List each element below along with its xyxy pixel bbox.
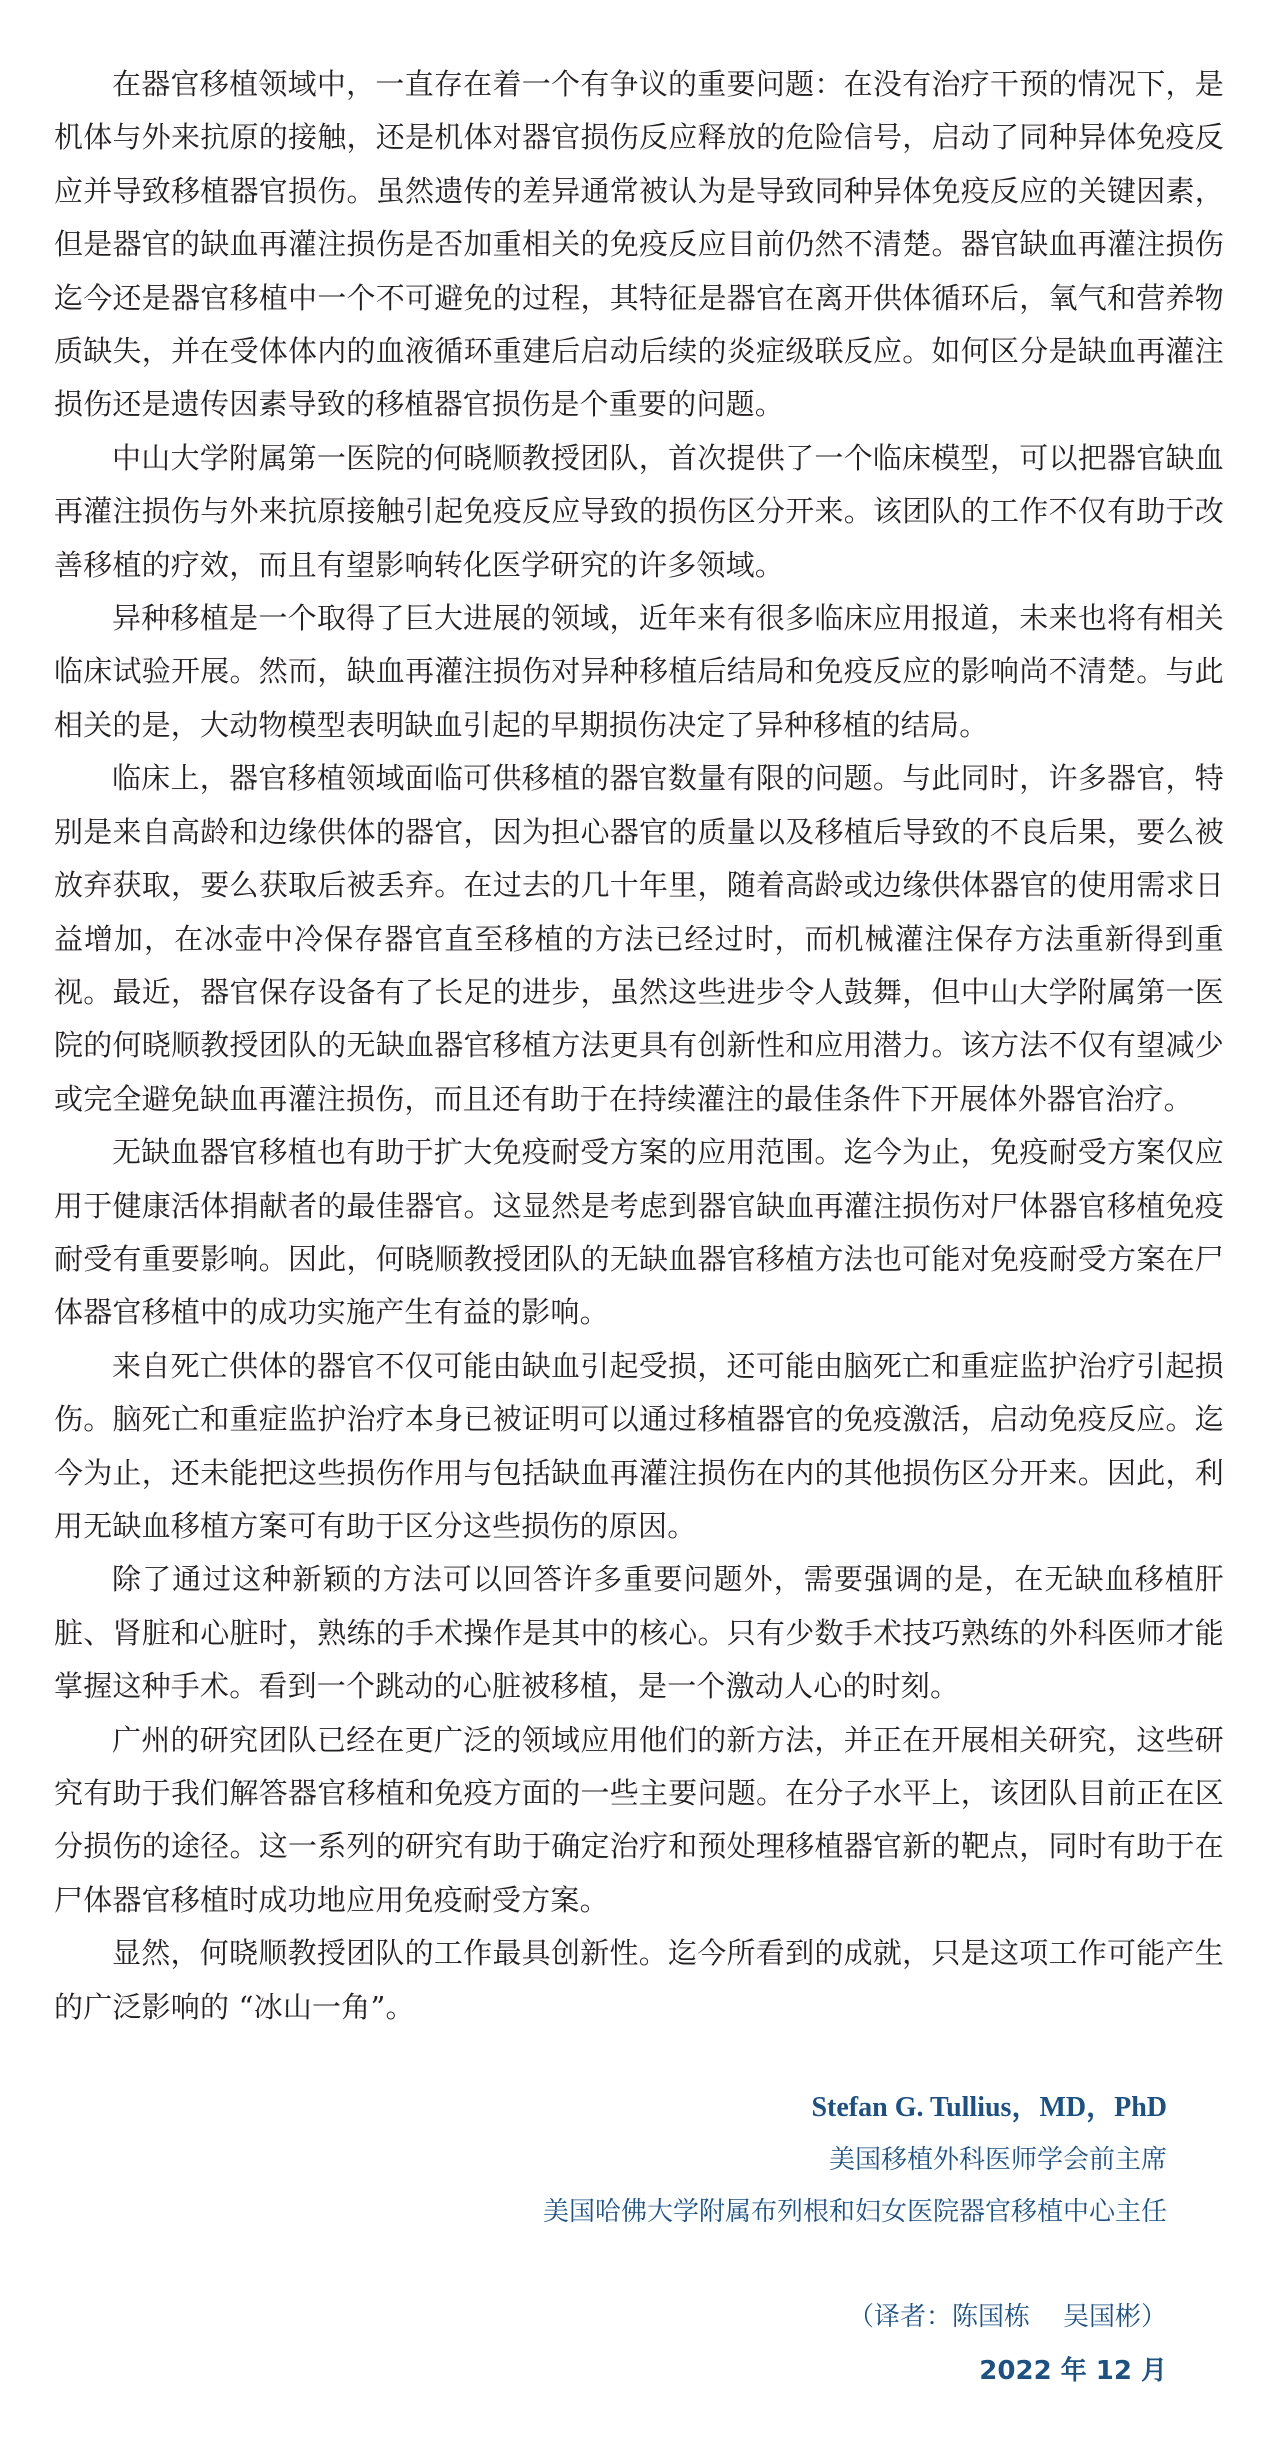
paragraph-1: 在器官移植领域中，一直存在着一个有争议的重要问题：在没有治疗干预的情况下，是机体与外来抗原的接触，还是机体对器官损伤反应释放的危险信号，启动了同种异体免疫反应并导致移植器官损伤。虽然遗传的差异通常被认为是导致同种异体免疫反应的关键因素，但是器官的缺血再灌注损伤是否加重相关的免疫反应目前仍然不清楚。器官缺血再灌注损伤迄今还是器官移植中一个不可避免的过程，其特征是器官在离开供体循环后，氧气和营养物质缺失，并在受体体内的血液循环重建后启动后续的炎症级联反应。如何区分是缺血再灌注损伤还是遗传因素导致的移植器官损伤是个重要的问题。 (54, 67, 1224, 422)
paragraph-2: 中山大学附属第一医院的何晓顺教授团队，首次提供了一个临床模型，可以把器官缺血再灌注损伤与外来抗原接触引起免疫反应导致的损伤区分开来。该团队的工作不仅有助于改善移植的疗效，而且有望影响转化医学研究的许多领域。 (54, 440, 1224, 582)
author-title-1: 美国移植外科医师学会前主席 (828, 2145, 1167, 2175)
author-name: Stefan G. Tullius，MD，PhD (811, 2092, 1167, 2123)
author-signature (543, 2082, 1167, 2238)
author-title-2: 美国哈佛大学附属布列根和妇女医院器官移植中心主任 (542, 2197, 1167, 2227)
paragraph-4: 临床上，器官移植领域面临可供移植的器官数量有限的问题。与此同时，许多器官，特别是来自高龄和边缘供体的器官，因为担心器官的质量以及移植后导致的不良后果，要么被放弃获取，要么获取后被丢弃。在过去的几十年里，随着高龄或边缘供体器官的使用需求日益增加，在冰壶中冷保存器官直至移植的方法已经过时，而机械灌注保存方法重新得到重视。最近，器官保存设备有了长足的进步，虽然这些进步令人鼓舞，但中山大学附属第一医院的何晓顺教授团队的无缺血器官移植方法更具有创新性和应用潜力。该方法不仅有望减少或完全避免缺血再灌注损伤，而且还有助于在持续灌注的最佳条件下开展体外器官治疗。 (54, 761, 1224, 1116)
article-body (54, 58, 1224, 2034)
date: 2022 年 12 月 (979, 2356, 1167, 2386)
paragraph-9: 显然，何晓顺教授团队的工作最具创新性。迄今所看到的成就，只是这项工作可能产生的广泛影响的 “冰山一角”。 (54, 1936, 1224, 2024)
paragraph-7: 除了通过这种新颖的方法可以回答许多重要问题外，需要强调的是，在无缺血移植肝脏、肾脏和心脏时，熟练的手术操作是其中的核心。只有少数手术技巧熟练的外科医师才能掌握这种手术。看到一个跳动的心脏被移植，是一个激动人心的时刻。 (54, 1562, 1224, 1704)
paragraph-5: 无缺血器官移植也有助于扩大免疫耐受方案的应用范围。迄今为止，免疫耐受方案仅应用于健康活体捐献者的最佳器官。这显然是考虑到器官缺血再灌注损伤对尸体器官移植免疫耐受有重要影响。因此，何晓顺教授团队的无缺血器官移植方法也可能对免疫耐受方案在尸体器官移植中的成功实施产生有益的影响。 (54, 1135, 1224, 1330)
translation-note (848, 2290, 1167, 2398)
paragraph-6: 来自死亡供体的器官不仅可能由缺血引起受损，还可能由脑死亡和重症监护治疗引起损伤。脑死亡和重症监护治疗本身已被证明可以通过移植器官的免疫激活，启动免疫反应。迄今为止，还未能把这些损伤作用与包括缺血再灌注损伤在内的其他损伤区分开来。因此，利用无缺血移植方案可有助于区分这些损伤的原因。 (54, 1348, 1224, 1543)
paragraph-8: 广州的研究团队已经在更广泛的领域应用他们的新方法，并正在开展相关研究，这些研究有助于我们解答器官移植和免疫方面的一些主要问题。在分子水平上，该团队目前正在区分损伤的途径。这一系列的研究有助于确定治疗和预处理移植器官新的靶点，同时有助于在尸体器官移植时成功地应用免疫耐受方案。 (54, 1722, 1224, 1917)
translator-credit: （译者：陈国栋 吴国彬） (847, 2302, 1167, 2332)
paragraph-3: 异种移植是一个取得了巨大进展的领域，近年来有很多临床应用报道，未来也将有相关临床试验开展。然而，缺血再灌注损伤对异种移植后结局和免疫反应的影响尚不清楚。与此相关的是，大动物模型表明缺血引起的早期损伤决定了异种移植的结局。 (54, 601, 1224, 742)
